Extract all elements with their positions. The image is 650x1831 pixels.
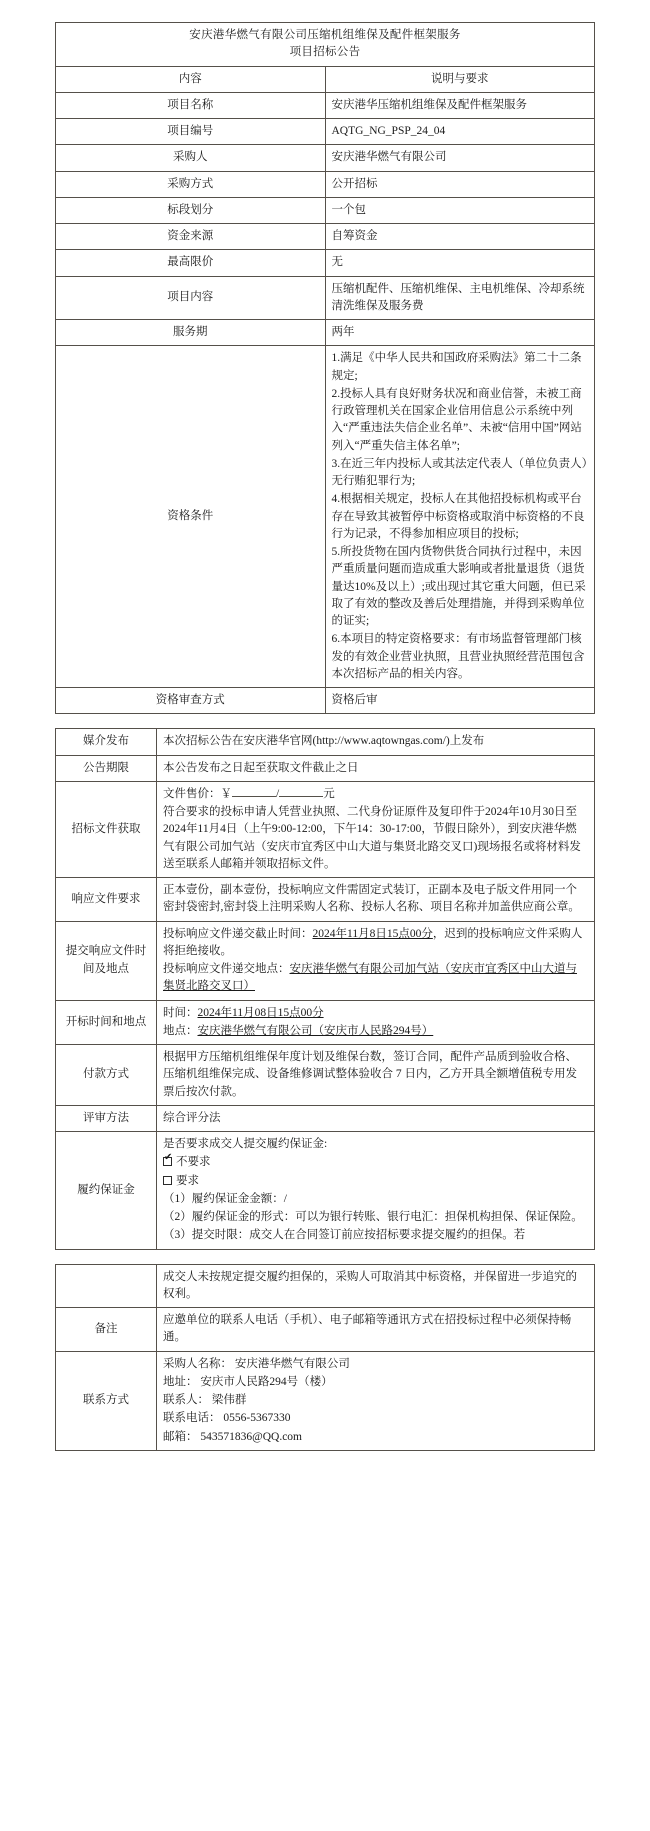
row-label-review-method: 资格审查方式: [56, 688, 326, 714]
table-row: [56, 92, 595, 118]
row-value-remark: 应邀单位的联系人电话（手机）、电子邮箱等通讯方式在招投标过程中必须保持畅通。: [157, 1308, 595, 1352]
guarantee-item: （1）履约保证金金额：/: [163, 1192, 287, 1205]
submission-deadline-suffix: ，迟到的投标响应文件采购人将拒绝接收。: [163, 927, 583, 957]
row-value-project-content: 压缩机配件、压缩机维保、主电机维保、冷却系统清洗维保及服务费: [325, 276, 595, 320]
row-label-guarantee: 履约保证金: [56, 1132, 157, 1250]
row-label-evaluation: 评审方法: [56, 1105, 157, 1131]
table-row: [56, 119, 595, 145]
row-label-project-name: 项目名称: [56, 92, 326, 118]
submission-deadline-prefix: 投标响应文件递交截止时间：: [163, 927, 313, 940]
table-row-bid-open: [56, 1000, 595, 1045]
row-value-response-doc: 正本壹份，副本壹份，投标响应文件需固定式装订，正副本及电子版文件用同一个密封袋密封,密封袋上注明采购人名称、投标人名称、项目名称并加盖供应商公章。: [157, 878, 595, 922]
announcement-contact-table: [55, 1264, 595, 1451]
row-value-lot-division: 一个包: [325, 197, 595, 223]
table-row-guarantee: [56, 1132, 595, 1250]
guarantee-option-required[interactable]: [163, 1173, 588, 1190]
row-value-bid-open: [157, 1000, 595, 1045]
guarantee-continued-text: 成交人未按规定提交履约担保的，采购人可取消其中标资格，并保留进一步追究的权利。: [157, 1264, 595, 1308]
table-row: [56, 145, 595, 171]
table-row-remark: [56, 1308, 595, 1352]
table-row-title: [56, 23, 595, 67]
row-label-max-price: 最高限价: [56, 250, 326, 276]
guarantee-option-not-required[interactable]: [163, 1154, 588, 1171]
row-label-empty: [56, 1264, 157, 1308]
row-value-payment: 根据甲方压缩机组维保年度计划及维保台数，签订合同，配件产品质到验收合格、压缩机组维保完成、设备维修调试整体验收合 7 日内，乙方开具全额增值税专用发票后按次付款。: [157, 1045, 595, 1106]
qualification-item: 2.投标人具有良好财务状况和商业信誉，未被工商行政管理机关在国家企业信用信息公示系统中列入“严重违法失信企业名单”、未被“信用中国”网站列入“严重失信主体名单”;: [331, 387, 582, 452]
row-value-announcement-period: 本公告发布之日起至获取文件截止之日: [157, 755, 595, 781]
bid-open-time-prefix: 时间：: [163, 1006, 198, 1019]
row-value-procurement-method: 公开招标: [325, 171, 595, 197]
table-row-qualification: [56, 346, 595, 688]
table-row-contact: [56, 1351, 595, 1450]
contact-line-address: 地址： 安庆市人民路294号（楼）: [163, 1375, 333, 1388]
row-value-qualification: [325, 346, 595, 688]
row-label-lot-division: 标段划分: [56, 197, 326, 223]
doc-fee-blank-1: [232, 796, 276, 797]
row-label-doc-acquisition: 招标文件获取: [56, 781, 157, 877]
announcement-process-table: [55, 728, 595, 1249]
bid-open-place-prefix: 地点：: [163, 1024, 198, 1037]
contact-line-phone: 联系电话： 0556-5367330: [163, 1412, 291, 1425]
table-row-evaluation: [56, 1105, 595, 1131]
checkbox-unchecked-icon[interactable]: [163, 1176, 172, 1185]
title-line-1: 安庆港华燃气有限公司压缩机组维保及配件框架服务: [189, 29, 461, 41]
table-row: [56, 224, 595, 250]
table-row: [56, 171, 595, 197]
table-row: [56, 320, 595, 346]
doc-fee-suffix: 元: [323, 787, 335, 800]
table-row-submission: [56, 921, 595, 1000]
row-label-remark: 备注: [56, 1308, 157, 1352]
row-value-contact: [157, 1351, 595, 1450]
submission-deadline-line: [163, 926, 588, 961]
submission-place-prefix: 投标响应文件递交地点：: [163, 963, 290, 975]
qualification-item: 1.满足《中华人民共和国政府采购法》第二十二条规定;: [331, 352, 582, 382]
contact-line-email: 邮箱： 543571836@QQ.com: [163, 1430, 302, 1443]
checkbox-checked-icon[interactable]: [163, 1157, 172, 1166]
row-label-service-period: 服务期: [56, 320, 326, 346]
row-label-purchaser: 采购人: [56, 145, 326, 171]
table-row-response-doc: [56, 878, 595, 922]
row-value-guarantee: [157, 1132, 595, 1250]
row-value-funding-source: 自筹资金: [325, 224, 595, 250]
doc-fee-line: [163, 786, 588, 803]
row-label-procurement-method: 采购方式: [56, 171, 326, 197]
guarantee-option-label: 要求: [176, 1174, 199, 1187]
bid-open-time-value: 2024年11月08日15点00分: [197, 1006, 324, 1019]
guarantee-question: 是否要求成交人提交履约保证金:: [163, 1138, 328, 1150]
document-title: [56, 23, 595, 67]
guarantee-item: （2）履约保证金的形式：可以为银行转账、银行电汇：担保机构担保、保证保险。: [163, 1211, 583, 1223]
table-row: [56, 755, 595, 781]
table-row: [56, 250, 595, 276]
row-value-service-period: 两年: [325, 320, 595, 346]
row-value-purchaser: 安庆港华燃气有限公司: [325, 145, 595, 171]
doc-fee-prefix: 文件售价：￥: [163, 787, 232, 800]
contact-line-purchaser: 采购人名称： 安庆港华燃气有限公司: [163, 1357, 350, 1370]
bid-open-time-line: [163, 1005, 588, 1022]
qualification-item: 6.本项目的特定资格要求：有市场监督管理部门核发的有效企业营业执照，且营业执照经营范围包含本次招标产品的相关内容。: [331, 633, 585, 680]
submission-place-line: [163, 961, 588, 996]
guarantee-item: （3）提交时限：成交人在合同签订前应按招标要求提交履约的担保。若: [163, 1229, 526, 1242]
row-value-project-number: AQTG_NG_PSP_24_04: [325, 119, 595, 145]
row-value-submission: [157, 921, 595, 1000]
row-label-media-release: 媒介发布: [56, 729, 157, 755]
qualification-item: 3.在近三年内投标人或其法定代表人（单位负责人）无行贿犯罪行为;: [331, 457, 588, 487]
guarantee-option-label: 不要求: [176, 1156, 211, 1169]
table-row: [56, 197, 595, 223]
qualification-item: 5.所投货物在国内货物供货合同执行过程中，未因严重质量问题而造成重大影响或者批量退货（退货量达10%及以上）;或出现过其它重大问题，但已采取了有效的整改及善后处理措施，并得到采购单位的证实;: [331, 546, 586, 627]
qualification-item: 4.根据相关规定，投标人在其他招投标机构或平台存在导致其被暂停中标资格或取消中标资格的不良行为记录，不得参加相应项目的投标;: [331, 493, 585, 540]
table-row-payment: [56, 1045, 595, 1106]
table-row: [56, 276, 595, 320]
doc-acquisition-paragraph: 符合要求的投标申请人凭营业执照、二代身份证原件及复印件于2024年10月30日至2024年11月4日（上午9:00-12:00，下午14：30-17:00，节假日除外），到安庆港华燃气有限公司加气站（安庆市宜秀区中山大道与集贤北路交叉口)现场报名或将材料发送至联系人邮箱并领取招标文件。: [163, 806, 581, 870]
submission-deadline-value: 2024年11月8日15点00分: [312, 927, 433, 940]
row-label-contact: 联系方式: [56, 1351, 157, 1450]
table-row: [56, 688, 595, 714]
row-label-project-number: 项目编号: [56, 119, 326, 145]
row-label-project-content: 项目内容: [56, 276, 326, 320]
submission-place-value: 安庆港华燃气有限公司加气站（安庆市宜秀区中山大道与集贤北路交叉口）: [163, 963, 577, 993]
row-value-review-method: 资格后审: [325, 688, 595, 714]
title-line-2: 项目招标公告: [289, 46, 361, 59]
row-value-project-name: 安庆港华压缩机组维保及配件框架服务: [325, 92, 595, 118]
header-content: 内容: [56, 66, 326, 92]
row-label-qualification: 资格条件: [56, 346, 326, 688]
row-value-max-price: 无: [325, 250, 595, 276]
table-header-row: [56, 66, 595, 92]
doc-fee-blank-2: [279, 796, 323, 797]
contact-line-person: 联系人： 梁伟群: [163, 1394, 247, 1406]
row-label-submission: 提交响应文件时间及地点: [56, 921, 157, 1000]
row-value-media-release: 本次招标公告在安庆港华官网(http://www.aqtowngas.com/)上发布: [157, 729, 595, 755]
row-label-response-doc: 响应文件要求: [56, 878, 157, 922]
row-label-payment: 付款方式: [56, 1045, 157, 1106]
table-row: [56, 729, 595, 755]
row-label-bid-open: 开标时间和地点: [56, 1000, 157, 1045]
row-label-funding-source: 资金来源: [56, 224, 326, 250]
header-description: 说明与要求: [325, 66, 595, 92]
announcement-main-table: [55, 22, 595, 714]
row-value-doc-acquisition: [157, 781, 595, 877]
table-row-doc-acquisition: [56, 781, 595, 877]
row-label-announcement-period: 公告期限: [56, 755, 157, 781]
bid-open-place-line: [163, 1023, 588, 1040]
row-value-evaluation: 综合评分法: [157, 1105, 595, 1131]
doc-fee-mid: /: [276, 787, 280, 800]
table-row-guarantee-continued: [56, 1264, 595, 1308]
bid-open-place-value: 安庆港华燃气有限公司（安庆市人民路294号）: [197, 1024, 434, 1037]
